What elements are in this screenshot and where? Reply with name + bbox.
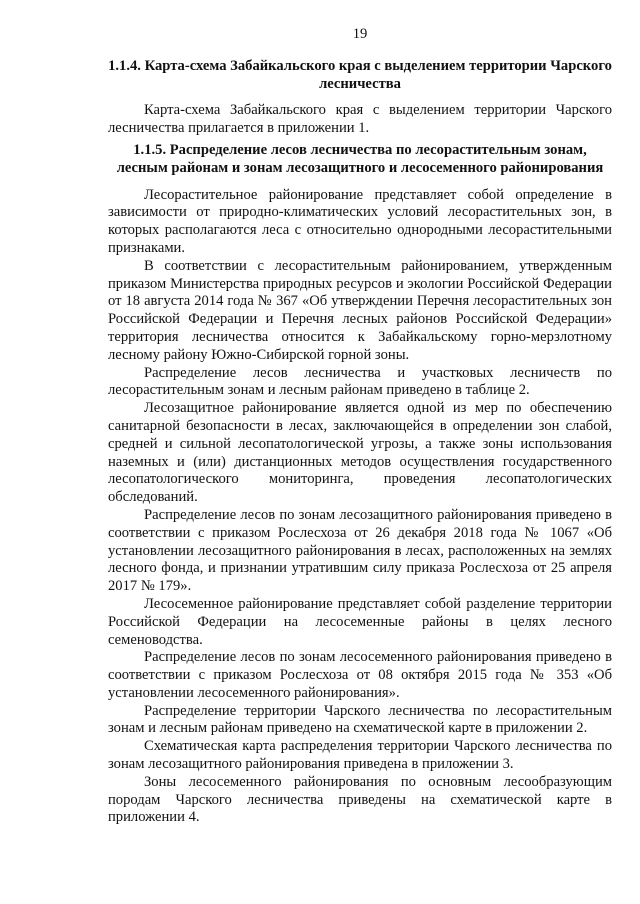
document-page: [108, 26, 612, 827]
paragraph: Лесосеменное районирование представляет собой разделение территории Российской Федерации на лесосеменные районы в целях лесного семеноводства.: [108, 595, 612, 648]
paragraph: Распределение территории Чарского лесничества по лесорастительным зонам и лесным районам приведено на схематической карте в приложении 2.: [108, 702, 612, 737]
section-heading-1-1-5: 1.1.5. Распределение лесов лесничества по лесорастительным зонам, лесным районам и зонам лесозащитного и лесосеменного районирования: [116, 141, 604, 176]
paragraph: Распределение лесов по зонам лесосеменного районирования приведено в соответствии с приказом Рослесхоза от 08 октября 2015 года № 353 «Об установлении лесосеменного районирования».: [108, 649, 612, 701]
paragraph: Лесорастительное районирование представляет собой определение в зависимости от природно-климатических условий лесорастительных зон, в которых располагаются леса с относительно однородными лесорастительными признаками.: [108, 186, 612, 256]
section-heading-1-1-4: 1.1.4. Карта-схема Забайкальского края с выделением территории Чарского лесничества: [108, 57, 612, 92]
paragraph: В соответствии с лесорастительным районированием, утвержденным приказом Министерства природных ресурсов и экологии Российской Федерации от 18 августа 2014 года № 367 «Об утверждении Перечня лесорастительных зон Российской Федерации и Перечня лесных районов Российской Федерации» территория лесничества относится к Забайкальскому горно-мерзлотному лесному району Южно-Сибирской горной зоны.: [108, 257, 612, 363]
paragraph: Лесозащитное районирование является одной из мер по обеспечению санитарной безопасности в лесах, заключающейся в определении зон слабой, средней и сильной лесопатологической угрозы, а также зоны использования наземных и (или) дистанционных методов осуществления государственного лесопатологического мониторинга, проведения лесопатологических обследований.: [108, 400, 612, 506]
paragraph: Схематическая карта распределения территории Чарского лесничества по зонам лесозащитного районирования приведена в приложении 3.: [108, 738, 612, 773]
paragraph: Распределение лесов лесничества и участковых лесничеств по лесорастительным зонам и лесным районам приведено в таблице 2.: [108, 364, 612, 399]
paragraph: Карта-схема Забайкальского края с выделением территории Чарского лесничества прилагается в приложении 1.: [108, 102, 612, 137]
paragraph: Зоны лесосеменного районирования по основным лесообразующим породам Чарского лесничества приведены на схематической карте в приложении 4.: [108, 773, 612, 826]
page-number: 19: [352, 26, 368, 42]
paragraph: Распределение лесов по зонам лесозащитного районирования приведено в соответствии с приказом Рослесхоза от 26 декабря 2018 года № 1067 «Об установлении лесозащитного районирования в лесах, расположенных на землях лесного фонда, и признании утратившим силу приказа Рослесхоза от 25 апреля 2017 № 179».: [108, 506, 612, 595]
